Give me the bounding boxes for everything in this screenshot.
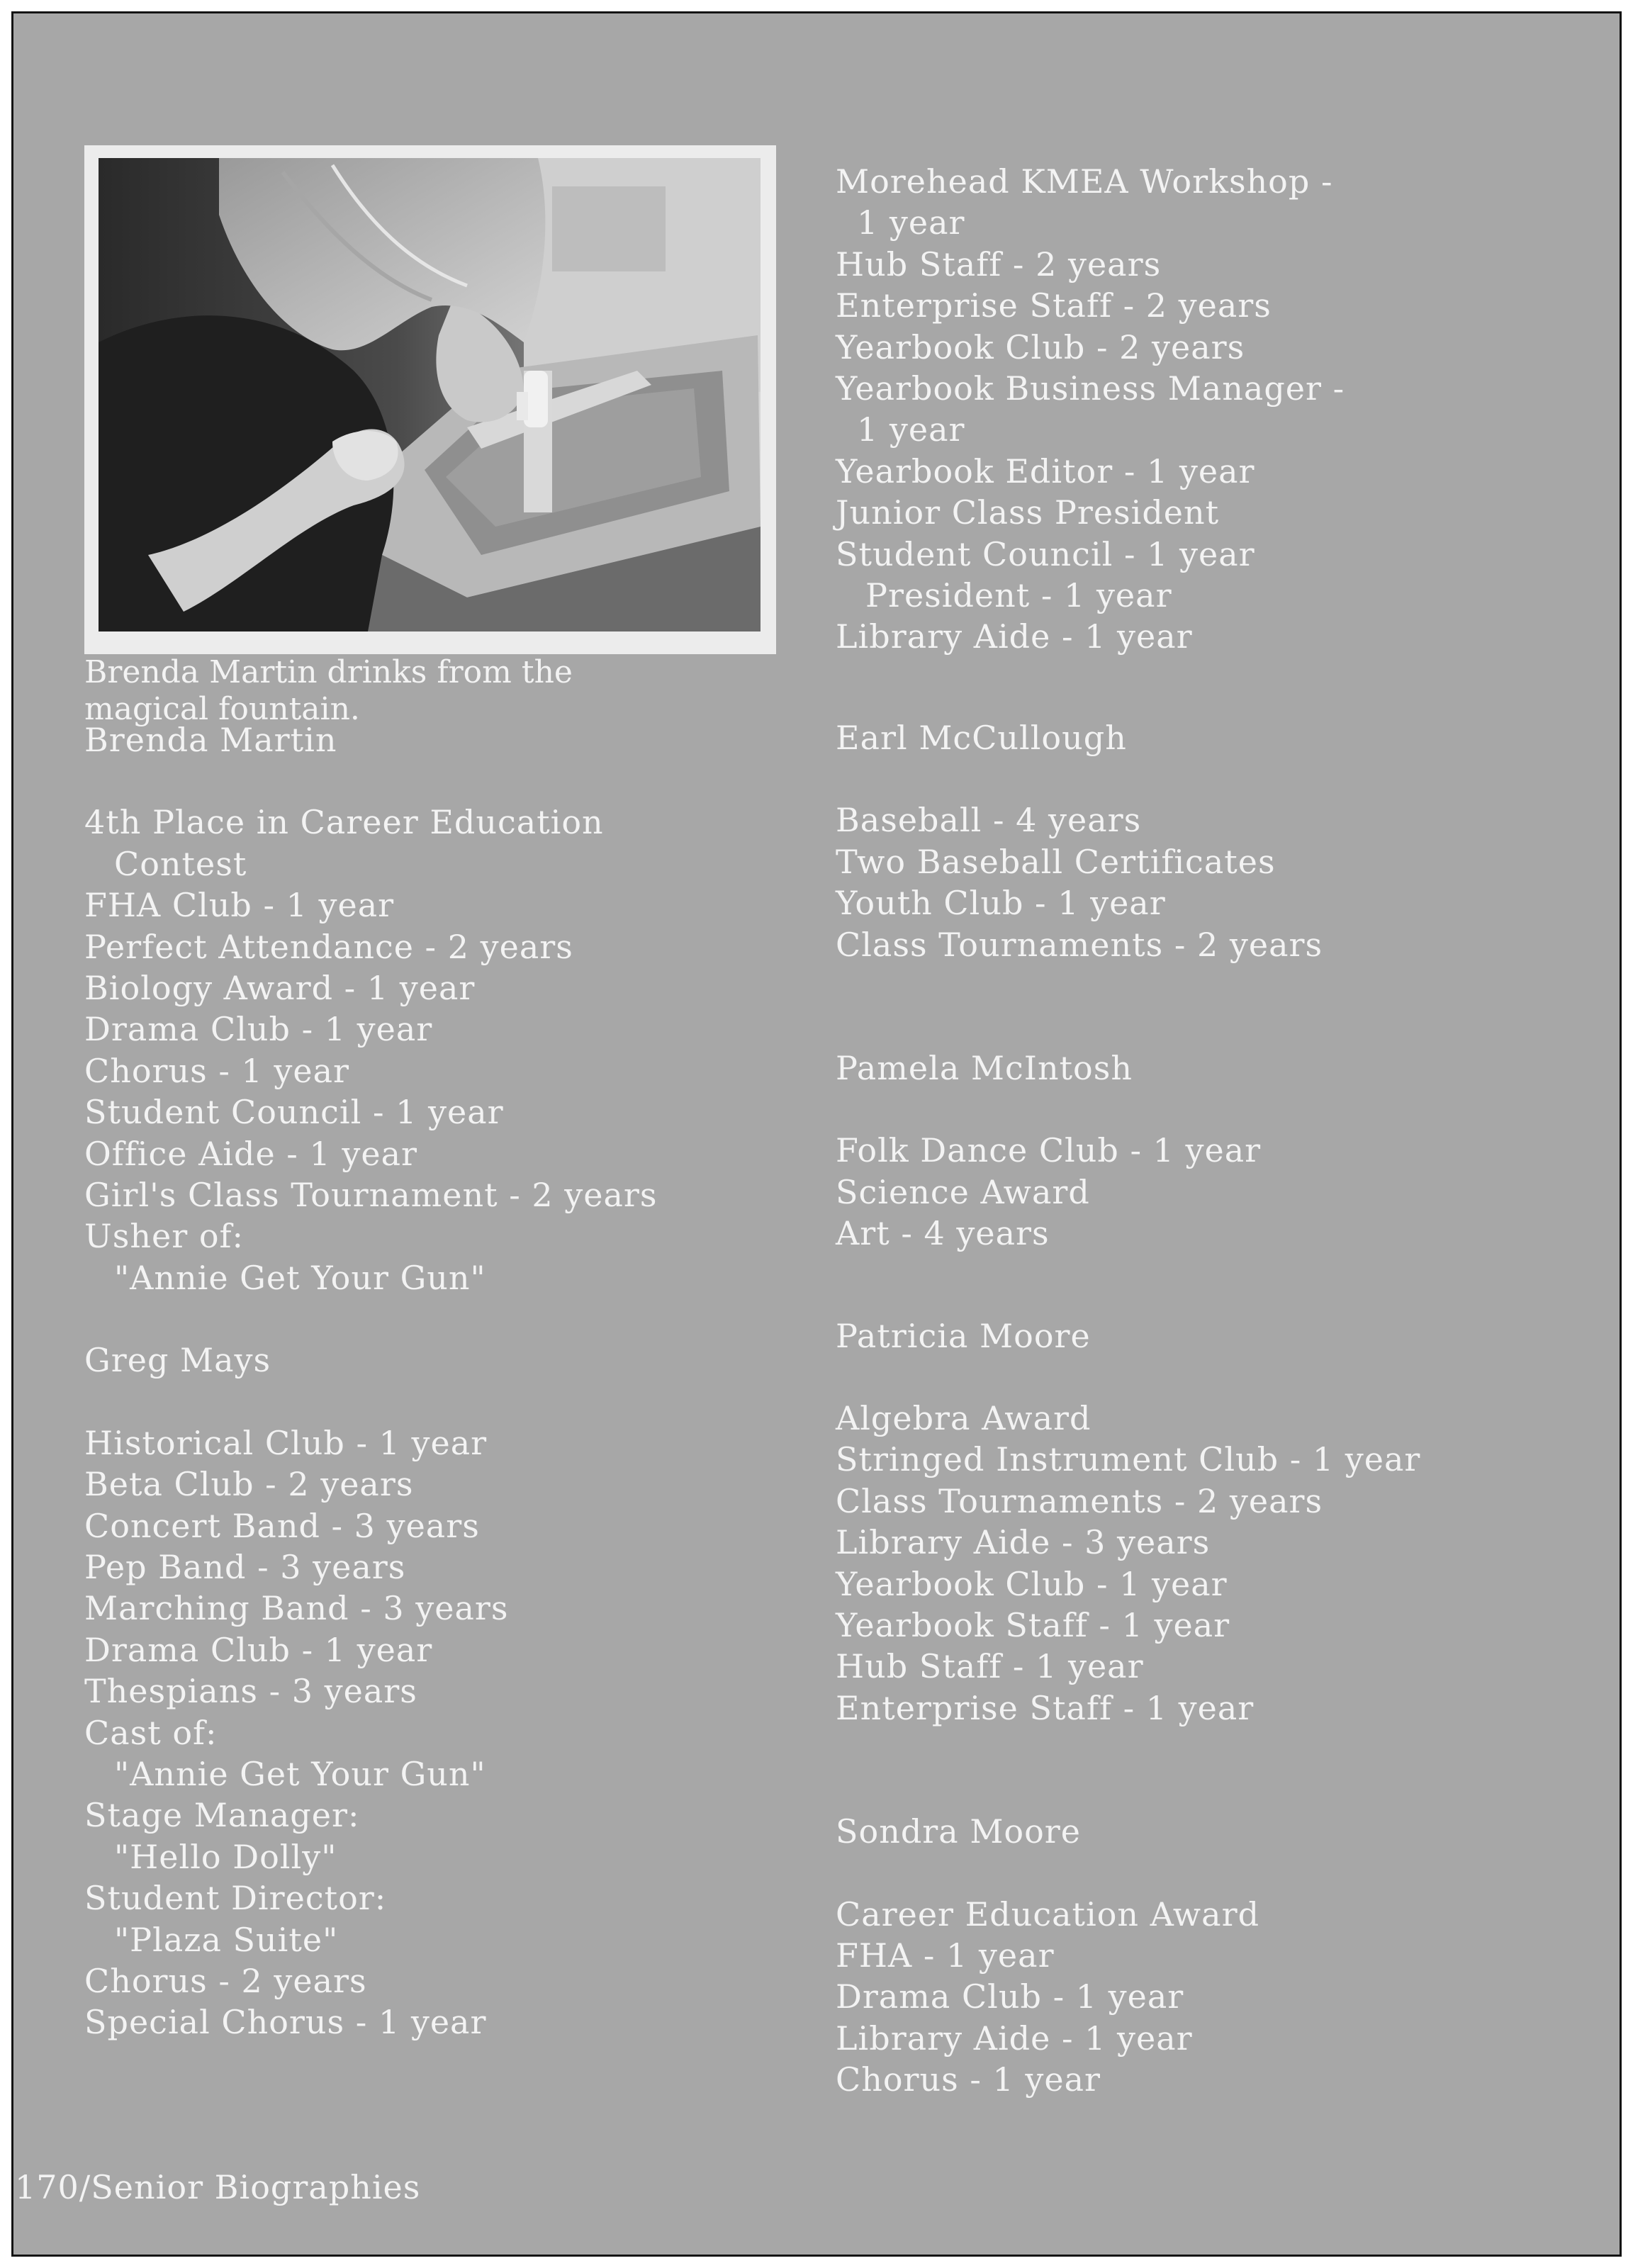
activity-item: Drama Club - 1 year [84,1010,433,1049]
activity-item: Drama Club - 1 year [836,1977,1184,2016]
activity-item: Hub Staff - 1 year [836,1647,1144,1686]
activity-item: Yearbook Club - 1 year [836,1564,1228,1603]
activity-item: "Plaza Suite" [114,1920,339,1959]
page-footer: 170/Senior Biographies [15,2168,421,2206]
activity-item: Yearbook Club - 2 years [836,327,1245,366]
senior-entry [836,1811,1587,2100]
senior-entry [836,1315,1587,1729]
senior-entry [84,1340,793,2043]
right-column [836,161,1587,2142]
activity-item: Two Baseball Certificates [836,842,1276,881]
activity-item: Hub Staff - 2 years [836,245,1162,284]
activity-item: Chorus - 2 years [84,1961,367,2000]
photo-frame [84,145,776,654]
senior-entry [84,719,793,1298]
activity-item: "Annie Get Your Gun" [114,1754,486,1793]
yearbook-page [11,11,1622,2257]
activity-item: President - 1 year [865,576,1172,615]
caption-line: magical fountain. [84,691,360,727]
activity-item: Beta Club - 2 years [84,1465,414,1504]
activity-item: Enterprise Staff - 1 year [836,1688,1255,1727]
activity-item: Historical Club - 1 year [84,1423,488,1462]
activity-item: Stage Manager: [84,1796,360,1835]
activity-item: Pep Band - 3 years [84,1547,406,1586]
activity-item: Thespians - 3 years [84,1672,417,1711]
activity-item: Library Aide - 3 years [836,1523,1211,1562]
activity-item: "Hello Dolly" [114,1837,337,1876]
activity-item: Chorus - 1 year [84,1051,350,1090]
activity-item: Biology Award - 1 year [84,969,476,1008]
activity-item: 1 year [857,410,965,449]
activity-item: Yearbook Business Manager - [836,369,1345,408]
senior-name: Patricia Moore [836,1316,1091,1355]
senior-entry [836,1048,1587,1254]
activity-item: Office Aide - 1 year [84,1134,417,1173]
activity-item: Usher of: [84,1217,245,1256]
activity-item: Yearbook Staff - 1 year [836,1605,1230,1644]
activity-item: Stringed Instrument Club - 1 year [836,1440,1421,1479]
activity-item: Cast of: [84,1713,218,1752]
activity-item: Special Chorus - 1 year [84,2003,487,2042]
activity-item: "Annie Get Your Gun" [114,1258,486,1297]
activity-item: Folk Dance Club - 1 year [836,1131,1262,1170]
activity-item: Baseball - 4 years [836,801,1142,840]
senior-name: Earl McCullough [836,718,1127,757]
activity-item: Perfect Attendance - 2 years [84,927,573,966]
activity-item: Student Director: [84,1879,387,1918]
activity-item: 4th Place in Career Education [84,803,604,842]
senior-entry [836,717,1587,965]
activity-item: Morehead KMEA Workshop - [836,162,1333,201]
continued-entry [836,161,1587,658]
activity-item: Enterprise Staff - 2 years [836,286,1272,325]
activity-item: Student Council - 1 year [84,1093,504,1132]
activity-item: Class Tournaments - 2 years [836,1481,1323,1520]
senior-name: Greg Mays [84,1341,271,1380]
activity-item: Concert Band - 3 years [84,1506,480,1545]
activity-item: Marching Band - 3 years [84,1589,509,1628]
activity-item: Library Aide - 1 year [836,2019,1193,2058]
activity-item: FHA Club - 1 year [84,886,395,925]
senior-name: Brenda Martin [84,721,337,759]
activity-item: Youth Club - 1 year [836,884,1166,923]
activity-item: Girl's Class Tournament - 2 years [84,1176,658,1215]
activity-item: Contest [114,844,247,883]
activity-item: Student Council - 1 year [836,534,1255,573]
activity-item: Class Tournaments - 2 years [836,925,1323,964]
caption-line: Brenda Martin drinks from the [84,654,573,690]
activity-item: Drama Club - 1 year [84,1630,433,1669]
activity-item: Junior Class President [836,493,1220,532]
activity-item: Yearbook Editor - 1 year [836,451,1255,490]
student-photo [99,158,761,631]
activity-item: Chorus - 1 year [836,2060,1101,2099]
activity-item: Library Aide - 1 year [836,617,1193,656]
activity-item: 1 year [857,203,965,242]
photo-caption [84,654,722,728]
left-column [84,719,793,2084]
activity-item: Art - 4 years [836,1214,1050,1253]
activity-item: FHA - 1 year [836,1936,1055,1975]
senior-name: Sondra Moore [836,1812,1082,1851]
activity-item: Science Award [836,1172,1090,1211]
senior-name: Pamela McIntosh [836,1048,1133,1087]
activity-item: Career Education Award [836,1894,1260,1933]
activity-item: Algebra Award [836,1398,1092,1437]
